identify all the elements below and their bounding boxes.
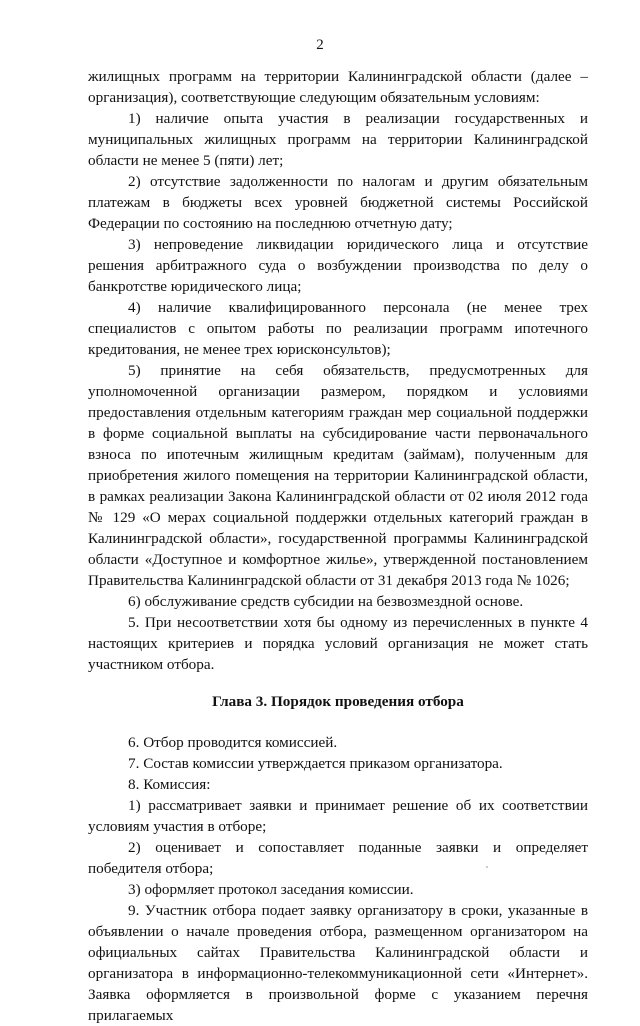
paragraph-clause-5: 5. При несоответствии хотя бы одному из перечисленных в пункте 4 настоящих критериев и порядка условий организация не может стать участником отбора.	[88, 614, 588, 673]
paragraph-clause-8: 8. Комиссия:	[128, 776, 211, 793]
document-body	[88, 66, 588, 1026]
paragraph-intro: жилищных программ на территории Калининградской области (далее – организация), соответствующие следующим обязательным условиям:	[88, 68, 588, 106]
list-item-condition-4: 4) наличие квалифицированного персонала (не менее трех специалистов с опытом работы по реализации программ ипотечного кредитования, не менее трех юрисконсультов);	[88, 299, 588, 358]
list-item-condition-3: 3) непроведение ликвидации юридического лица и отсутствие решения арбитражного суда о возбуждении производства по делу о банкротстве юридического лица;	[88, 236, 588, 295]
page-number: 2	[316, 37, 324, 53]
list-item-condition-6: 6) обслуживание средств субсидии на безвозмездной основе.	[128, 593, 524, 610]
list-item-condition-1: 1) наличие опыта участия в реализации государственных и муниципальных жилищных программ на территории Калининградской области не менее 5 (пяти) лет;	[88, 110, 588, 169]
list-item-condition-5: 5) принятие на себя обязательств, предусмотренных для уполномоченной организации размером, порядком и условиями предоставления отдельным категориям граждан мер социальной поддержки в форме социальной выплаты на субсидирование части первоначального взноса по ипотечным жилищным кредитам (займам), полученным для приобретения жилого помещения на территории Калининградской области, в рамках реализации Закона Калининградской области от 02 июля 2012 года № 129 «О мерах социальной поддержки отдельных категорий граждан в Калининградской области», государственной программы Калининградской области «Доступное и комфортное жилье», утвержденной постановлением Правительства Калининградской области от 31 декабря 2013 года № 1026;	[88, 362, 588, 589]
scan-speck	[486, 866, 488, 868]
paragraph-clause-7: 7. Состав комиссии утверждается приказом организатора.	[128, 755, 503, 772]
chapter-heading: Глава 3. Порядок проведения отбора	[212, 693, 464, 710]
list-item-commission-2: 2) оценивает и сопоставляет поданные заявки и определяет победителя отбора;	[88, 839, 588, 877]
paragraph-clause-9: 9. Участник отбора подает заявку организатору в сроки, указанные в объявлении о начале проведения отбора, размещенном организатором на официальных сайтах Правительства Калининградской области и организатора в информационно-телекоммуникационной сети «Интернет». Заявка оформляется в произвольной форме с указанием перечня прилагаемых	[88, 902, 588, 1024]
list-item-condition-2: 2) отсутствие задолженности по налогам и другим обязательным платежам в бюджеты всех уровней бюджетной системы Российской Федерации по состоянию на последнюю отчетную дату;	[88, 173, 588, 232]
list-item-commission-1: 1) рассматривает заявки и принимает решение об их соответствии условиям участия в отборе;	[88, 797, 588, 835]
paragraph-clause-6: 6. Отбор проводится комиссией.	[128, 734, 338, 751]
list-item-commission-3: 3) оформляет протокол заседания комиссии.	[128, 881, 414, 898]
